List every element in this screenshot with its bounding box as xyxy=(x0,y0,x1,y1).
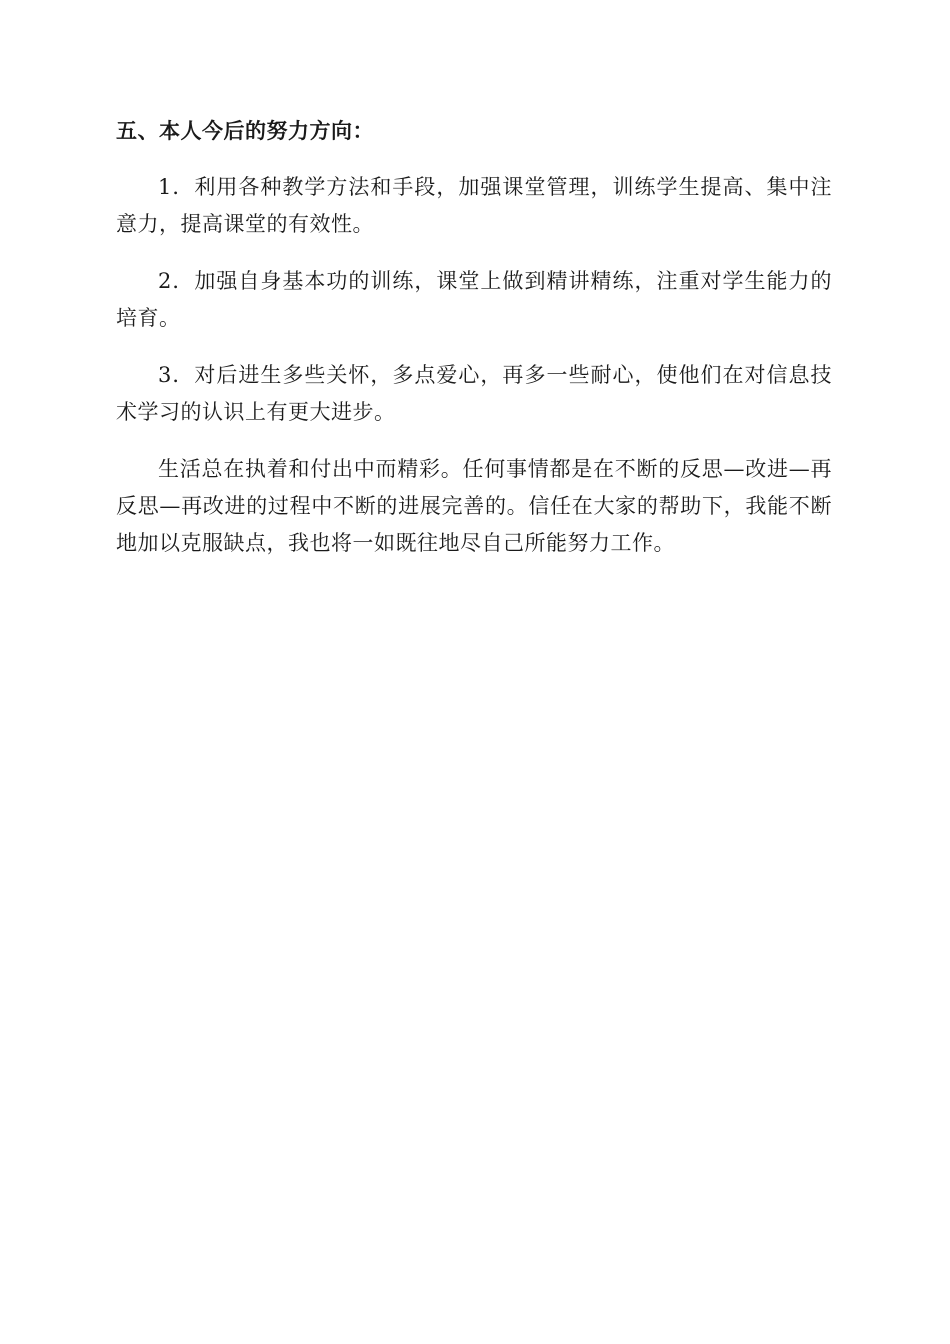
paragraph-item-3: 3．对后进生多些关怀，多点爱心，再多一些耐心，使他们在对信息技术学习的认识上有更大进步。 xyxy=(116,363,832,424)
paragraph-item-1: 1．利用各种教学方法和手段，加强课堂管理，训练学生提高、集中注意力，提高课堂的有效性。 xyxy=(116,175,832,236)
paragraph-item-2: 2．加强自身基本功的训练，课堂上做到精讲精练，注重对学生能力的培育。 xyxy=(116,269,832,330)
section-heading: 五、本人今后的努力方向： xyxy=(116,118,374,143)
document-body xyxy=(116,112,832,582)
closing-paragraph: 生活总在执着和付出中而精彩。任何事情都是在不断的反思—改进—再反思—再改进的过程中不断的进展完善的。信任在大家的帮助下，我能不断地加以克服缺点，我也将一如既往地尽自己所能努力工作。 xyxy=(116,457,832,555)
